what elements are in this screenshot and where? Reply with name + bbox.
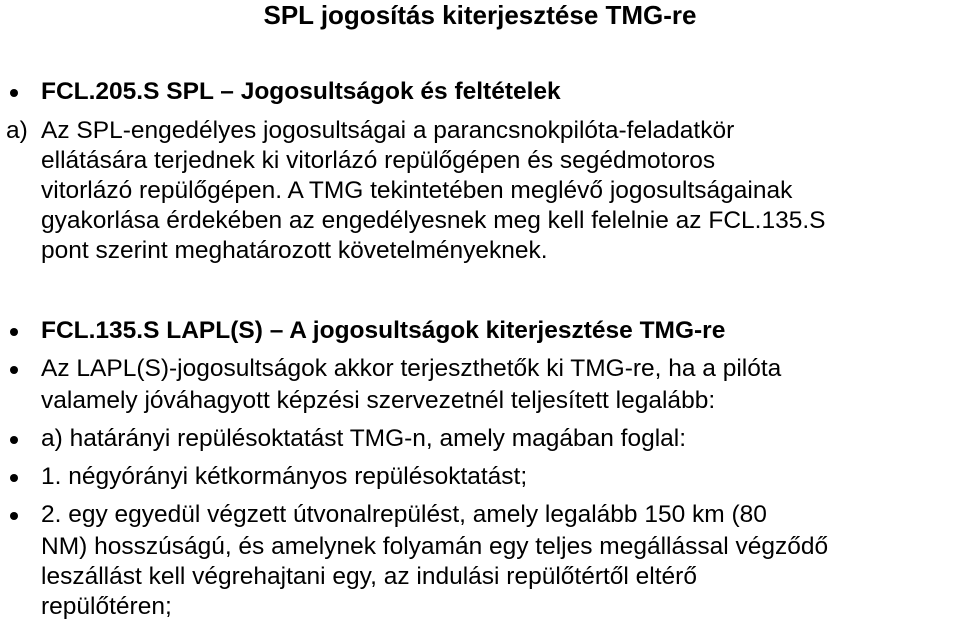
list-item-line: leszállást kell végrehajtani egy, az indulási repülőtértől eltérő (41, 563, 697, 590)
bullet-icon (10, 89, 18, 97)
bullet-icon (10, 436, 18, 444)
slide-title: SPL jogosítás kiterjesztése TMG-re (263, 0, 697, 30)
list-item-line: 2. egy egyedül végzett útvonalrepülést, amely legalább 150 km (80 (41, 501, 767, 528)
list-item-line: a) határányi repülésoktatást TMG-n, amely magában foglal: (41, 425, 687, 452)
paragraph-line: gyakorlása érdekében az engedélyesnek meg kell felelnie az FCL.135.S (41, 207, 826, 234)
list-item-line: 1. négyórányi kétkormányos repülésoktatást; (41, 463, 528, 490)
paragraph-line: pont szerint meghatározott követelményeknek. (41, 237, 548, 264)
bullet-icon (10, 512, 18, 520)
bullet-icon (10, 328, 18, 336)
list-item-line: Az LAPL(S)-jogosultságok akkor terjeszthetők ki TMG-re, ha a pilóta (41, 355, 782, 382)
section2-heading: FCL.135.S LAPL(S) – A jogosultságok kiterjesztése TMG-re (41, 317, 726, 344)
list-item-line: NM) hosszúságú, és amelynek folyamán egy teljes megállással végződő (41, 533, 829, 560)
section1-heading: FCL.205.S SPL – Jogosultságok és feltételek (41, 78, 561, 105)
bullet-icon (10, 366, 18, 374)
list-item-line: repülőtéren; (41, 593, 172, 620)
paragraph-line: vitorlázó repülőgépen. A TMG tekintetében meglévő jogosultságainak (41, 177, 793, 204)
bullet-icon (10, 474, 18, 482)
paragraph-line: Az SPL-engedélyes jogosultságai a parancsnokpilóta-feladatkör (41, 117, 735, 144)
list-item-line: valamely jóváhagyott képzési szervezetnél teljesített legalább: (41, 387, 716, 414)
paragraph-line: ellátására terjednek ki vitorlázó repülőgépen és segédmotoros (41, 147, 716, 174)
item-marker-a: a) (6, 117, 28, 144)
